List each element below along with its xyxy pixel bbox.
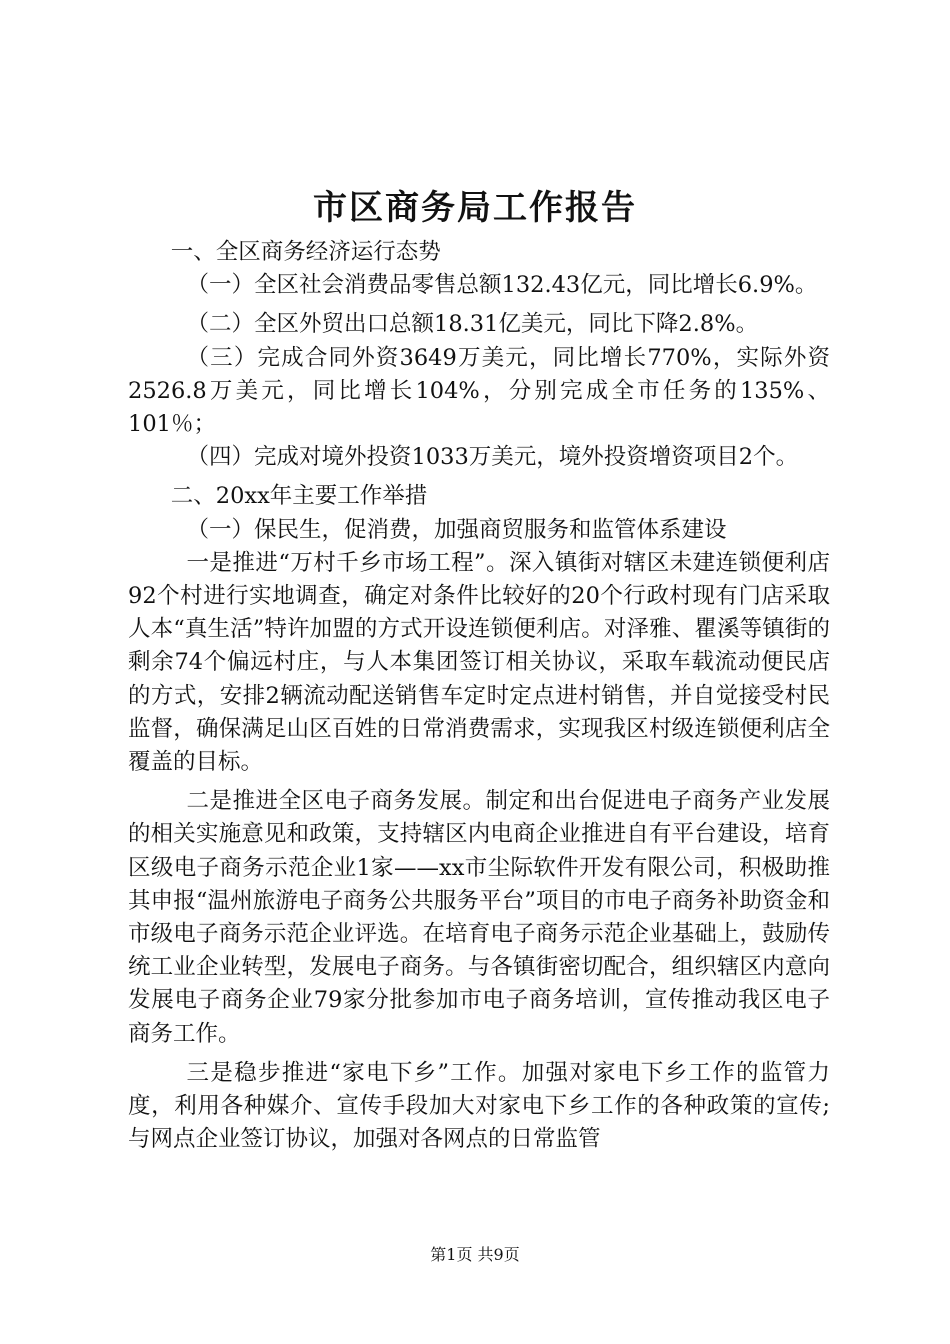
paragraph-ecommerce: 二是推进全区电子商务发展。制定和出台促进电子商务产业发展的相关实施意见和政策，支持辖区内电商企业推进自有平台建设，培育区级电子商务示范企业1家——xx市尘际软件开发有限公司，积极助推其申报“温州旅游电子商务公共服务平台”项目的市电子商务补助资金和市级电子商务示范企业评选。在培育电子商务示范企业基础上，鼓励传统工业企业转型，发展电子商务。与各镇街密切配合，组织辖区内意向发展电子商务企业79家分批参加市电子商务培训，宣传推动我区电子商务工作。: [128, 788, 830, 1047]
paragraph-foreign-investment: （三）完成合同外资3649万美元，同比增长770%，实际外资2526.8万美元，同比增长104%，分别完成全市任务的135%、101％；: [128, 344, 830, 438]
paragraph-market-project: 一是推进“万村千乡市场工程”。深入镇街对辖区未建连锁便利店92个村进行实地调查，确定对条件比较好的20个行政村现有门店采取人本“真生活”特许加盟的方式开设连锁便利店。对泽雅、瞿溪等镇街的剩余74个偏远村庄，与人本集团签订相关协议，采取车载流动便民店的方式，安排2辆流动配送销售车定时定点进村销售，并自觉接受村民监督，确保满足山区百姓的日常消费需求，实现我区村级连锁便利店全覆盖的目标。: [128, 549, 830, 776]
subsection-heading-1: （一）保民生，促消费，加强商贸服务和监管体系建设: [186, 516, 727, 543]
section-heading-1: 一、全区商务经济运行态势: [170, 239, 441, 265]
paragraph-appliances: 三是稳步推进“家电下乡”工作。加强对家电下乡工作的监管力度，利用各种媒介、宣传手段加大对家电下乡工作的各种政策的宣传;与网点企业签订协议，加强对各网点的日常监管: [128, 1059, 830, 1153]
document-body: [128, 236, 830, 1156]
document-title: 市区商务局工作报告: [313, 188, 637, 228]
paragraph-retail-sales: （一）全区社会消费品零售总额132.43亿元，同比增长6.9%。: [186, 272, 818, 299]
page-footer: 第1页 共9页: [430, 1245, 520, 1264]
paragraph-outbound-investment: （四）完成对境外投资1033万美元，境外投资增资项目2个。: [186, 444, 799, 471]
section-heading-2: 二、20xx年主要工作举措: [170, 483, 428, 510]
paragraph-exports: （二）全区外贸出口总额18.31亿美元，同比下降2.8%。: [186, 311, 759, 338]
